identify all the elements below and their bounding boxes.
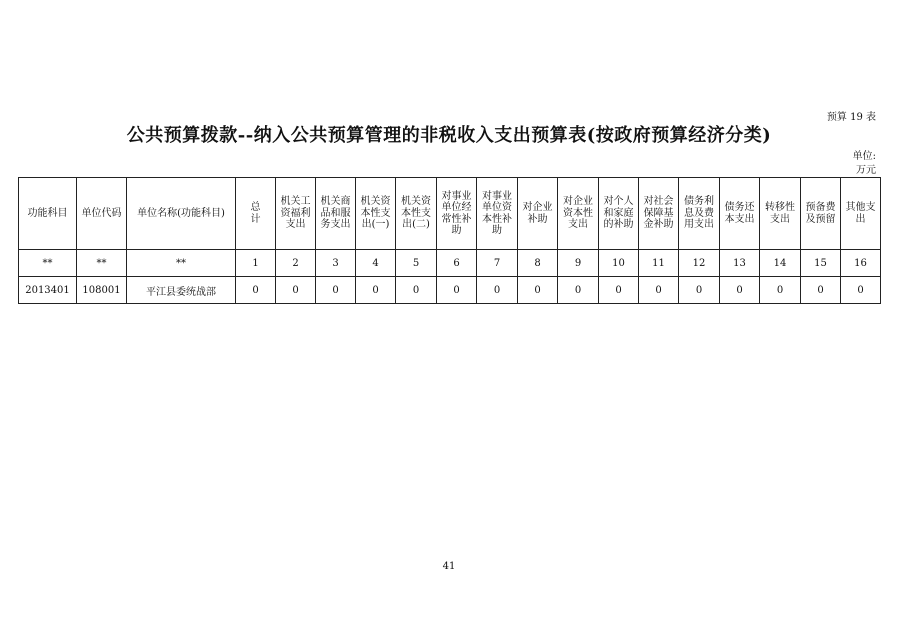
unit-label-text: 单位: [852,151,876,162]
code-cell: 5 [396,250,437,277]
header-label: 对事业单位资本性补助 [482,190,512,236]
header-label: 机关商品和服务支出 [320,196,351,231]
data-cell: 2013401 [19,277,77,304]
data-cell: 108001 [77,277,127,304]
code-cell: 4 [356,250,396,277]
data-cell: 0 [720,277,760,304]
column-code-row [19,250,881,277]
header-label: 功能科目 [27,207,68,219]
unit-value-text: 万元 [856,165,876,176]
header-cell [396,178,437,250]
header-cell [599,178,639,250]
data-cell: 0 [841,277,881,304]
header-label: 机关资本性支出(一) [360,196,391,231]
header-cell [477,178,518,250]
table-row [19,277,881,304]
header-cell [437,178,477,250]
code-cell: 12 [679,250,720,277]
data-cell: 0 [639,277,679,304]
form-number: 预算 19 表 [826,112,876,123]
code-cell: 11 [639,250,679,277]
header-label: 转移性支出 [765,202,795,225]
code-cell: 14 [760,250,801,277]
table-header-row [19,178,881,250]
code-cell: ** [77,250,127,277]
code-cell: 15 [801,250,841,277]
header-label: 对个人和家庭的补助 [603,196,634,231]
header-label: 单位名称(功能科目) [137,207,225,219]
header-label: 对企业资本性支出 [563,196,593,231]
data-cell: 平江县委统战部 [127,277,236,304]
header-label: 对企业补助 [522,202,553,225]
header-cell [19,178,77,250]
header-cell [679,178,720,250]
data-cell: 0 [760,277,801,304]
header-label: 对事业单位经常性补助 [441,190,472,236]
code-cell: 1 [236,250,276,277]
data-cell: 0 [801,277,841,304]
header-cell [720,178,760,250]
data-cell: 0 [437,277,477,304]
budget-table [18,177,881,304]
data-cell: 0 [599,277,639,304]
code-cell: ** [127,250,236,277]
code-cell: 13 [720,250,760,277]
header-label: 总计 [250,202,261,225]
header-cell [639,178,679,250]
code-cell: 10 [599,250,639,277]
header-label: 机关资本性支出(二) [401,196,431,231]
code-cell: ** [19,250,77,277]
data-cell: 0 [558,277,599,304]
header-cell [276,178,316,250]
header-cell [518,178,558,250]
data-cell: 0 [236,277,276,304]
data-cell: 0 [316,277,356,304]
header-cell [356,178,396,250]
data-cell: 0 [679,277,720,304]
code-cell: 16 [841,250,881,277]
code-cell: 8 [518,250,558,277]
header-label: 预备费及预留 [805,202,836,225]
header-label: 债务还本支出 [724,202,755,225]
page-number: 41 [442,561,456,572]
code-cell: 6 [437,250,477,277]
header-cell [316,178,356,250]
page-title: 公共预算拨款--纳入公共预算管理的非税收入支出预算表(按政府预算经济分类) [126,125,772,146]
data-cell: 0 [518,277,558,304]
data-cell: 0 [356,277,396,304]
header-cell [841,178,881,250]
header-cell [77,178,127,250]
header-label: 机关工资福利支出 [280,196,311,231]
code-cell: 2 [276,250,316,277]
header-cell [801,178,841,250]
header-cell [127,178,236,250]
data-cell: 0 [396,277,437,304]
data-cell: 0 [276,277,316,304]
header-label: 对社会保障基金补助 [643,196,674,231]
code-cell: 9 [558,250,599,277]
unit-label [853,150,876,178]
code-cell: 7 [477,250,518,277]
data-cell: 0 [477,277,518,304]
header-cell [236,178,276,250]
code-cell: 3 [316,250,356,277]
header-label: 债务利息及费用支出 [684,196,714,231]
header-cell [760,178,801,250]
header-cell [558,178,599,250]
header-label: 单位代码 [81,207,122,219]
header-label: 其他支出 [845,202,876,225]
